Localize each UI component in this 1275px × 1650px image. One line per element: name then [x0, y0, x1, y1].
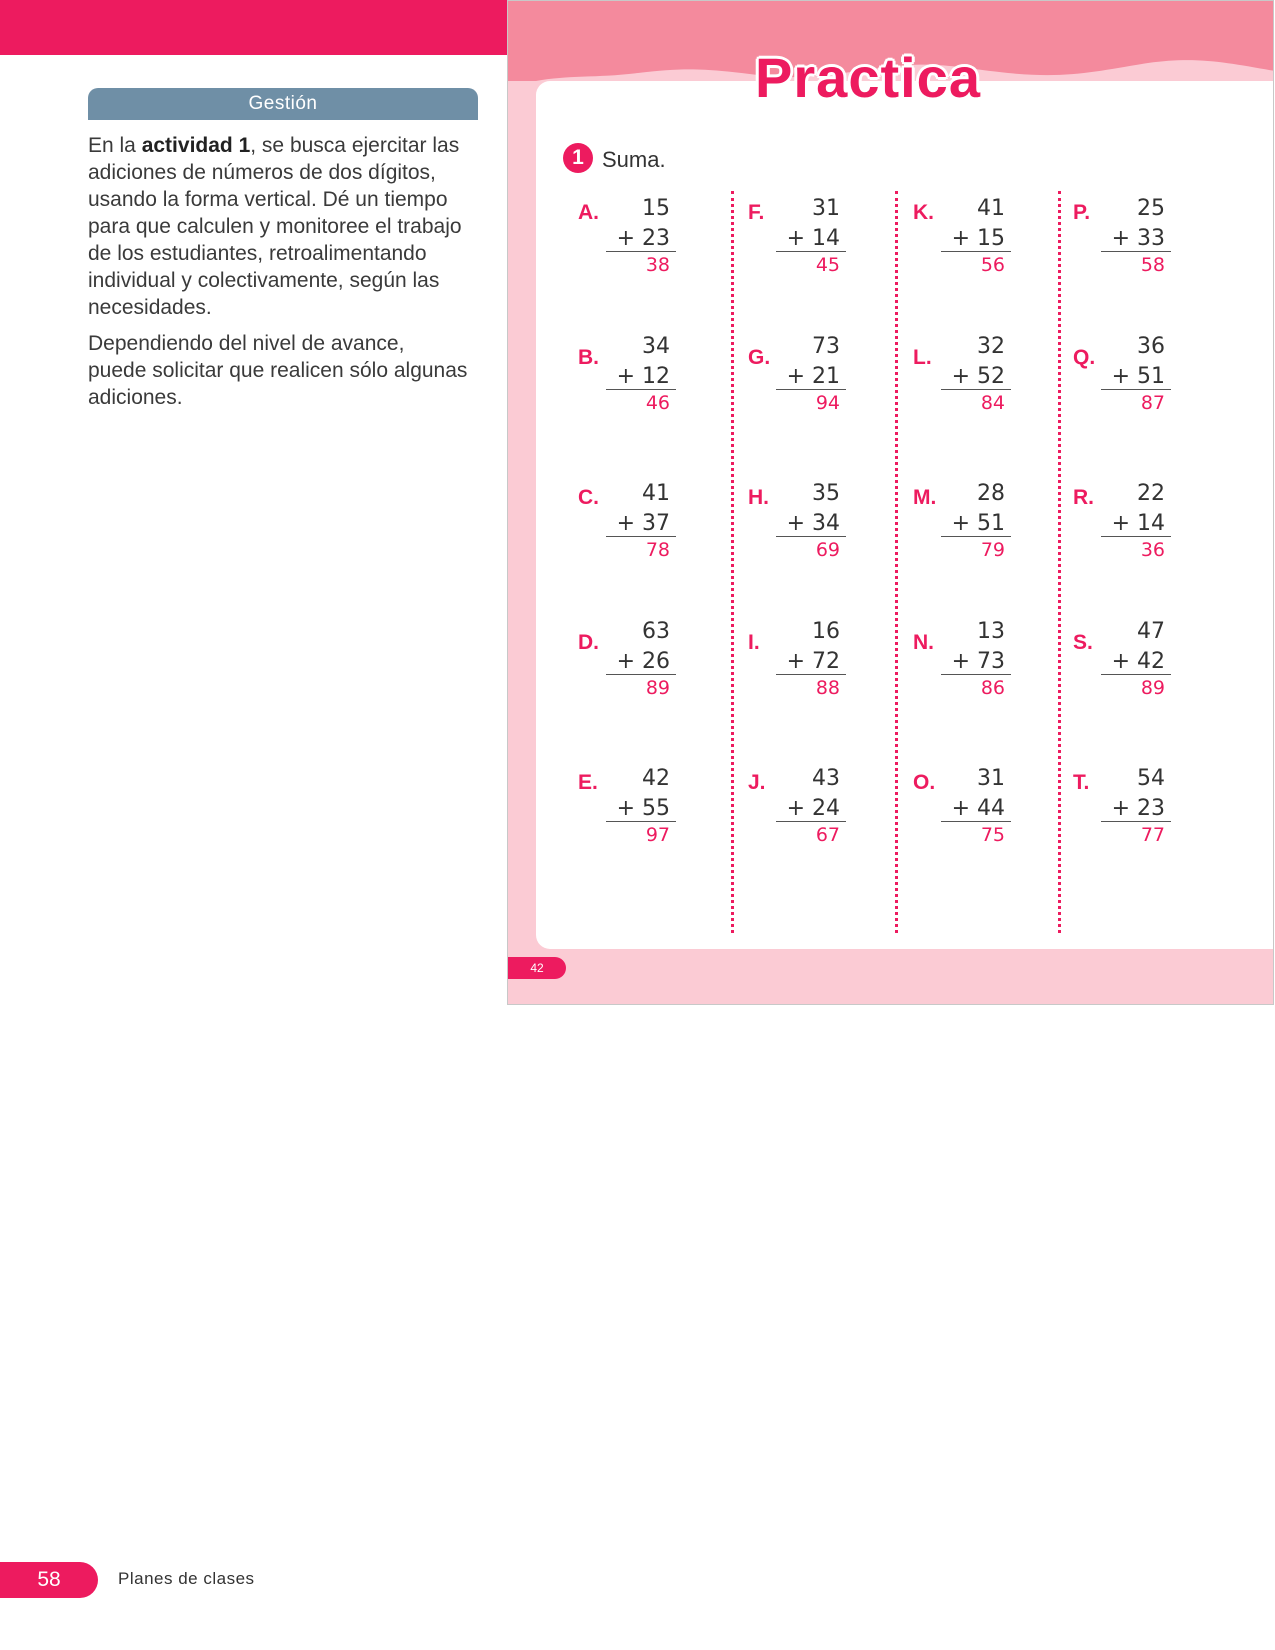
addend-2: + 34 [776, 511, 846, 537]
addend-1: 13 [977, 619, 1005, 644]
addition-problem [1073, 334, 1193, 434]
addend-2: + 52 [941, 364, 1011, 390]
gestion-paragraph-2: Dependiendo del nivel de avance, puede solicitar que realicen sólo algunas adiciones. [88, 332, 468, 409]
answer: 46 [645, 392, 670, 414]
addend-2: + 21 [776, 364, 846, 390]
addend-2: + 37 [606, 511, 676, 537]
answer: 45 [815, 254, 840, 276]
page-title: Practica [755, 46, 981, 109]
addition-problem [578, 766, 698, 866]
addition-problem [748, 334, 868, 434]
problem-letter: E. [578, 771, 598, 794]
addend-1: 42 [642, 766, 670, 791]
addend-2: + 72 [776, 649, 846, 675]
addend-1: 31 [977, 766, 1005, 791]
problem-letter: R. [1073, 486, 1094, 509]
gestion-body [88, 132, 468, 420]
addition-problem [748, 619, 868, 719]
addend-2: + 44 [941, 796, 1011, 822]
problem-letter: O. [913, 771, 936, 794]
answer: 56 [980, 254, 1005, 276]
addend-2: + 14 [1101, 511, 1171, 537]
addend-1: 31 [812, 196, 840, 221]
answer: 84 [980, 392, 1005, 414]
top-accent-bar [0, 0, 508, 55]
answer: 75 [980, 824, 1005, 846]
addend-2: + 33 [1101, 226, 1171, 252]
addend-1: 22 [1137, 481, 1165, 506]
addition-problem [913, 481, 1033, 581]
problem-letter: P. [1073, 201, 1091, 224]
addend-1: 41 [977, 196, 1005, 221]
addition-problem [748, 196, 868, 296]
addition-problem [748, 766, 868, 866]
answer: 97 [645, 824, 670, 846]
footer-label: Planes de clases [118, 1569, 255, 1588]
addition-problem [578, 481, 698, 581]
answer: 58 [1140, 254, 1165, 276]
problem-letter: J. [748, 771, 766, 794]
addition-problem [913, 766, 1033, 866]
addend-2: + 14 [776, 226, 846, 252]
answer: 77 [1140, 824, 1165, 846]
answer: 88 [815, 677, 840, 699]
addition-problem [578, 334, 698, 434]
addend-2: + 24 [776, 796, 846, 822]
answer: 79 [980, 539, 1005, 561]
addition-problem [578, 619, 698, 719]
addition-problem [1073, 766, 1193, 866]
problem-letter: S. [1073, 631, 1093, 654]
addend-2: + 12 [606, 364, 676, 390]
answer: 67 [815, 824, 840, 846]
gestion-header: Gestión [88, 88, 478, 120]
problem-letter: D. [578, 631, 599, 654]
addition-problem [1073, 481, 1193, 581]
problem-letter: Q. [1073, 346, 1096, 369]
problem-letter: M. [913, 486, 937, 509]
addition-problem [578, 196, 698, 296]
addend-1: 36 [1137, 334, 1165, 359]
answer: 89 [1140, 677, 1165, 699]
addend-1: 32 [977, 334, 1005, 359]
addend-2: + 26 [606, 649, 676, 675]
answer: 87 [1140, 392, 1165, 414]
addend-2: + 51 [941, 511, 1011, 537]
answer: 36 [1140, 539, 1165, 561]
addend-2: + 73 [941, 649, 1011, 675]
problem-letter: H. [748, 486, 769, 509]
problem-letter: C. [578, 486, 599, 509]
addend-2: + 23 [1101, 796, 1171, 822]
problem-letter: G. [748, 346, 771, 369]
problem-letter: N. [913, 631, 934, 654]
addend-1: 25 [1137, 196, 1165, 221]
addend-2: + 55 [606, 796, 676, 822]
activity-number-badge: 1 [563, 143, 593, 173]
addition-problem [1073, 619, 1193, 719]
problem-letter: I. [748, 631, 760, 654]
addend-1: 43 [812, 766, 840, 791]
problem-letter: L. [913, 346, 932, 369]
answer: 86 [980, 677, 1005, 699]
book-page-number: 42 [508, 957, 566, 979]
answer: 78 [645, 539, 670, 561]
addend-1: 28 [977, 481, 1005, 506]
answer: 69 [815, 539, 840, 561]
addition-problem [913, 334, 1033, 434]
textbook-page [507, 0, 1274, 1005]
addend-2: + 15 [941, 226, 1011, 252]
addend-2: + 51 [1101, 364, 1171, 390]
problem-letter: A. [578, 201, 599, 224]
addition-problem [748, 481, 868, 581]
problem-letter: B. [578, 346, 599, 369]
problem-letter: T. [1073, 771, 1090, 794]
instruction-text: Suma. [602, 147, 666, 172]
footer-page-number: 58 [0, 1562, 98, 1598]
addend-1: 54 [1137, 766, 1165, 791]
addend-1: 34 [642, 334, 670, 359]
addend-1: 16 [812, 619, 840, 644]
addend-1: 63 [642, 619, 670, 644]
addend-2: + 23 [606, 226, 676, 252]
addition-problem [913, 196, 1033, 296]
addend-1: 15 [642, 196, 670, 221]
gestion-p1-bold: actividad 1 [141, 134, 251, 157]
answer: 38 [645, 254, 670, 276]
addition-problem [913, 619, 1033, 719]
addend-1: 41 [642, 481, 670, 506]
gestion-p1-post: , se busca ejercitar las adiciones de números de dos dígitos, usando la forma vertical. Dé un tiempo para que calculen y monitoree el trabajo de los estudiantes, retroalimentando individual y colectivamente, según las necesidades. [88, 134, 462, 319]
problem-letter: F. [748, 201, 765, 224]
answer: 94 [815, 392, 840, 414]
addend-1: 73 [812, 334, 840, 359]
gestion-p1-pre: En la [88, 134, 142, 157]
addend-2: + 42 [1101, 649, 1171, 675]
column-divider [1058, 191, 1061, 933]
addition-problem [1073, 196, 1193, 296]
answer: 89 [645, 677, 670, 699]
column-divider [731, 191, 734, 933]
column-divider [895, 191, 898, 933]
problem-letter: K. [913, 201, 934, 224]
gestion-paragraph-1 [88, 132, 468, 321]
addend-1: 35 [812, 481, 840, 506]
addend-1: 47 [1137, 619, 1165, 644]
